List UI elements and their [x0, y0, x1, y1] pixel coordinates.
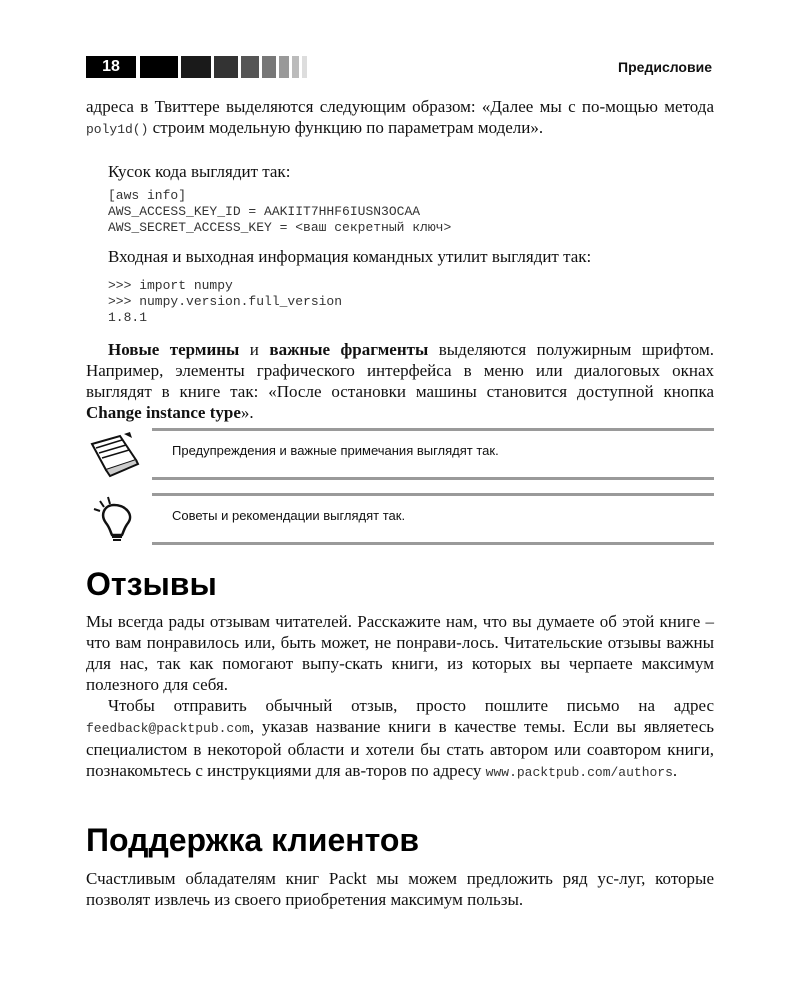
header-tab [140, 56, 178, 78]
warning-text: Предупреждения и важные примечания выглядят так. [172, 443, 499, 458]
code-intro-text: Кусок кода выглядит так: [108, 162, 291, 181]
terms-paragraph [86, 339, 714, 423]
feedback-paragraph-1: Мы всегда рады отзывам читателей. Расскажите нам, что вы думаете об этой книге – что вам понравилось или, быть может, не понрави-лось. Читательские отзывы важны для нас, так как помогают выпу-скать книги, из которых вы черпаете максимум полезного для себя. [86, 612, 714, 694]
terms-rest: выделяются полужирным шрифтом. Например, элементы графического интерфейса в меню или диалоговых окнах выглядят в книге так: «После остановки машины становится доступной кнопка [86, 340, 714, 401]
inline-code: poly1d() [86, 122, 149, 137]
header-tab [292, 56, 299, 78]
header-tab [302, 56, 307, 78]
header-tab [214, 56, 238, 78]
page-number: 18 [86, 56, 136, 78]
tip-text: Советы и рекомендации выглядят так. [172, 508, 406, 523]
intro-text-b: строим модельную функцию по параметрам модели». [148, 118, 544, 137]
feedback-heading: Отзывы [86, 566, 217, 602]
code-line: >>> import numpy [108, 278, 233, 293]
feedback-body [86, 611, 714, 783]
code-intro [86, 161, 714, 182]
warning-note [86, 428, 714, 480]
intro-text-a: адреса в Твиттере выделяются следующим образом: «Далее мы с по-мощью метода [86, 97, 714, 116]
note-rule [152, 493, 714, 496]
terms-end: ». [240, 403, 254, 422]
note-rule [152, 542, 714, 545]
code-line: AWS_ACCESS_KEY_ID = AAKIIT7HHF6IUSN3OCAA [108, 204, 421, 219]
intro-text [86, 96, 714, 140]
code-block-aws [108, 188, 451, 236]
bold-term: Новые термины [108, 340, 240, 359]
code-line: AWS_SECRET_ACCESS_KEY = <ваш секретный ключ> [108, 220, 452, 235]
running-head: Предисловие [618, 59, 712, 75]
cli-intro-text: Входная и выходная информация командных утилит выглядит так: [108, 247, 592, 266]
feedback-email: feedback@packtpub.com [86, 721, 250, 736]
header-tab [241, 56, 259, 78]
terms-and: и [239, 340, 270, 359]
authors-url: www.packtpub.com/authors [485, 765, 673, 780]
code-line: >>> numpy.version.full_version [108, 294, 343, 309]
support-heading: Поддержка клиентов [86, 822, 420, 858]
note-rule [152, 477, 714, 480]
header-gradient-tabs [140, 56, 310, 78]
bold-term: Change instance type [86, 403, 241, 422]
feedback-text-b: , указав название книги в качестве темы. Если вы являетесь специалистом в некоторой области и хотели бы стать автором или соавтором книги, познакомьтесь с инструкциями для ав-торов по адресу [86, 717, 714, 780]
support-body [86, 868, 714, 910]
header-tab [181, 56, 211, 78]
bold-term: важные фрагменты [269, 340, 429, 359]
terms-text [86, 339, 714, 423]
header-tab [279, 56, 289, 78]
feedback-text-a: Чтобы отправить обычный отзыв, просто пошлите письмо на адрес [108, 696, 714, 715]
header-tab [262, 56, 276, 78]
feedback-text-c: . [672, 761, 678, 780]
code-line: [aws info] [108, 188, 187, 203]
tip-note [86, 493, 714, 545]
code-block-numpy [108, 278, 342, 326]
note-paper-icon [86, 430, 142, 478]
note-rule [152, 428, 714, 431]
lightbulb-icon [86, 495, 142, 543]
feedback-paragraph-2 [86, 695, 714, 783]
cli-intro [86, 246, 714, 267]
code-line: 1.8.1 [108, 310, 148, 325]
intro-paragraph [86, 96, 714, 140]
support-paragraph: Счастливым обладателям книг Packt мы можем предложить ряд ус-луг, которые позволят извлечь из своего приобретения максимум пользы. [86, 869, 714, 909]
